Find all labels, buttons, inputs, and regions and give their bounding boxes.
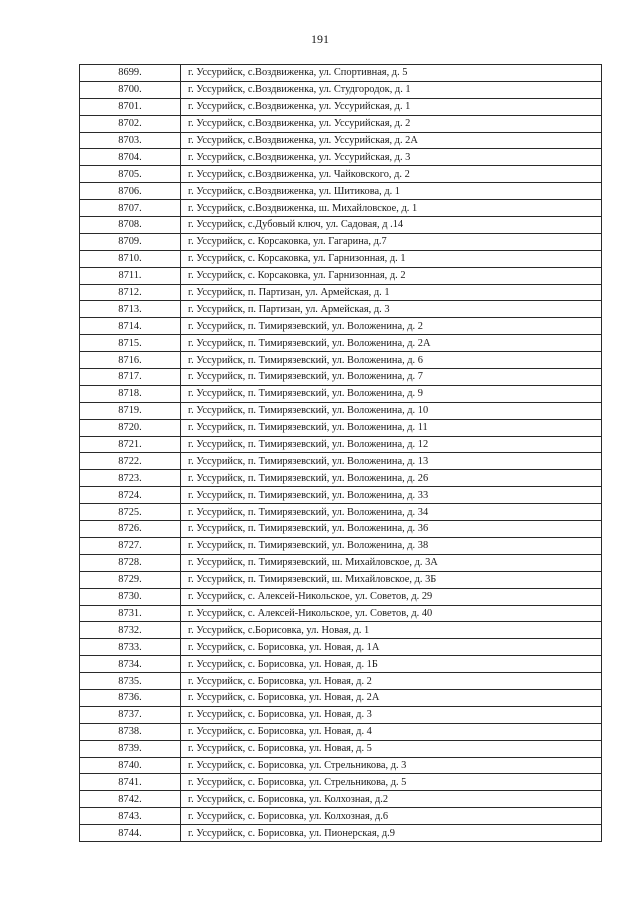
row-address: г. Уссурийск, с.Воздвиженка, ул. Чайковского, д. 2 bbox=[181, 166, 602, 183]
row-address: г. Уссурийск, с. Борисовка, ул. Пионерская, д.9 bbox=[181, 825, 602, 842]
row-number: 8734. bbox=[80, 656, 181, 673]
row-address: г. Уссурийск, с. Борисовка, ул. Новая, д. 5 bbox=[181, 740, 602, 757]
row-address: г. Уссурийск, с.Воздвиженка, ул. Шитикова, д. 1 bbox=[181, 183, 602, 200]
address-table bbox=[79, 64, 602, 842]
row-address: г. Уссурийск, с. Борисовка, ул. Стрельникова, д. 3 bbox=[181, 757, 602, 774]
table-row bbox=[80, 369, 602, 386]
row-address: г. Уссурийск, с.Воздвиженка, ш. Михайловское, д. 1 bbox=[181, 200, 602, 217]
row-number: 8711. bbox=[80, 267, 181, 284]
table-row bbox=[80, 605, 602, 622]
row-address: г. Уссурийск, с. Борисовка, ул. Новая, д. 1А bbox=[181, 639, 602, 656]
table-row bbox=[80, 301, 602, 318]
row-address: г. Уссурийск, п. Тимирязевский, ул. Воложенина, д. 6 bbox=[181, 352, 602, 369]
table-row bbox=[80, 81, 602, 98]
row-address: г. Уссурийск, с.Воздвиженка, ул. Спортивная, д. 5 bbox=[181, 65, 602, 82]
row-number: 8742. bbox=[80, 791, 181, 808]
row-address: г. Уссурийск, п. Тимирязевский, ул. Воложенина, д. 2А bbox=[181, 335, 602, 352]
row-number: 8701. bbox=[80, 98, 181, 115]
address-table-body bbox=[80, 65, 602, 842]
row-number: 8713. bbox=[80, 301, 181, 318]
table-row bbox=[80, 284, 602, 301]
row-address: г. Уссурийск, п. Тимирязевский, ул. Воложенина, д. 10 bbox=[181, 402, 602, 419]
row-address: г. Уссурийск, с.Дубовый ключ, ул. Садовая, д .14 bbox=[181, 217, 602, 234]
table-row bbox=[80, 132, 602, 149]
row-number: 8738. bbox=[80, 723, 181, 740]
row-address: г. Уссурийск, п. Тимирязевский, ул. Воложенина, д. 26 bbox=[181, 470, 602, 487]
table-row bbox=[80, 622, 602, 639]
row-address: г. Уссурийск, п. Тимирязевский, ул. Воложенина, д. 2 bbox=[181, 318, 602, 335]
table-row bbox=[80, 453, 602, 470]
table-row bbox=[80, 706, 602, 723]
row-number: 8731. bbox=[80, 605, 181, 622]
page-number: 191 bbox=[311, 32, 329, 46]
row-address: г. Уссурийск, с. Корсаковка, ул. Гарнизонная, д. 1 bbox=[181, 250, 602, 267]
row-number: 8728. bbox=[80, 554, 181, 571]
row-number: 8712. bbox=[80, 284, 181, 301]
row-number: 8736. bbox=[80, 689, 181, 706]
table-row bbox=[80, 487, 602, 504]
table-row bbox=[80, 656, 602, 673]
table-row bbox=[80, 537, 602, 554]
row-address: г. Уссурийск, п. Тимирязевский, ул. Воложенина, д. 7 bbox=[181, 369, 602, 386]
table-row bbox=[80, 588, 602, 605]
row-number: 8719. bbox=[80, 402, 181, 419]
row-number: 8722. bbox=[80, 453, 181, 470]
row-address: г. Уссурийск, с. Алексей-Никольское, ул. Советов, д. 40 bbox=[181, 605, 602, 622]
table-row bbox=[80, 436, 602, 453]
row-number: 8715. bbox=[80, 335, 181, 352]
row-address: г. Уссурийск, с. Алексей-Никольское, ул. Советов, д. 29 bbox=[181, 588, 602, 605]
row-number: 8725. bbox=[80, 504, 181, 521]
row-address: г. Уссурийск, п. Тимирязевский, ул. Воложенина, д. 12 bbox=[181, 436, 602, 453]
table-row bbox=[80, 352, 602, 369]
row-address: г. Уссурийск, с. Борисовка, ул. Новая, д. 3 bbox=[181, 706, 602, 723]
table-row bbox=[80, 200, 602, 217]
row-address: г. Уссурийск, с.Воздвиженка, ул. Уссурийская, д. 3 bbox=[181, 149, 602, 166]
table-row bbox=[80, 757, 602, 774]
row-number: 8737. bbox=[80, 706, 181, 723]
row-number: 8720. bbox=[80, 419, 181, 436]
row-number: 8730. bbox=[80, 588, 181, 605]
row-number: 8723. bbox=[80, 470, 181, 487]
row-number: 8707. bbox=[80, 200, 181, 217]
row-number: 8704. bbox=[80, 149, 181, 166]
row-address: г. Уссурийск, с. Борисовка, ул. Стрельникова, д. 5 bbox=[181, 774, 602, 791]
table-row bbox=[80, 98, 602, 115]
table-row bbox=[80, 791, 602, 808]
row-address: г. Уссурийск, с.Воздвиженка, ул. Студгородок, д. 1 bbox=[181, 81, 602, 98]
table-row bbox=[80, 385, 602, 402]
row-number: 8740. bbox=[80, 757, 181, 774]
row-number: 8718. bbox=[80, 385, 181, 402]
row-address: г. Уссурийск, с.Воздвиженка, ул. Уссурийская, д. 2 bbox=[181, 115, 602, 132]
row-number: 8714. bbox=[80, 318, 181, 335]
table-row bbox=[80, 554, 602, 571]
table-row bbox=[80, 723, 602, 740]
table-row bbox=[80, 166, 602, 183]
row-address: г. Уссурийск, п. Тимирязевский, ул. Воложенина, д. 11 bbox=[181, 419, 602, 436]
row-number: 8717. bbox=[80, 369, 181, 386]
table-row bbox=[80, 774, 602, 791]
row-address: г. Уссурийск, п. Партизан, ул. Армейская, д. 3 bbox=[181, 301, 602, 318]
table-row bbox=[80, 825, 602, 842]
table-row bbox=[80, 250, 602, 267]
row-number: 8721. bbox=[80, 436, 181, 453]
table-row bbox=[80, 318, 602, 335]
table-row bbox=[80, 470, 602, 487]
table-row bbox=[80, 115, 602, 132]
row-address: г. Уссурийск, с. Борисовка, ул. Колхозная, д.2 bbox=[181, 791, 602, 808]
row-address: г. Уссурийск, с.Воздвиженка, ул. Уссурийская, д. 1 bbox=[181, 98, 602, 115]
row-address: г. Уссурийск, п. Тимирязевский, ш. Михайловское, д. 3Б bbox=[181, 571, 602, 588]
row-number: 8708. bbox=[80, 217, 181, 234]
row-number: 8706. bbox=[80, 183, 181, 200]
row-number: 8703. bbox=[80, 132, 181, 149]
table-row bbox=[80, 183, 602, 200]
row-address: г. Уссурийск, с. Борисовка, ул. Новая, д. 4 bbox=[181, 723, 602, 740]
row-number: 8705. bbox=[80, 166, 181, 183]
row-address: г. Уссурийск, п. Тимирязевский, ул. Воложенина, д. 36 bbox=[181, 521, 602, 538]
row-address: г. Уссурийск, п. Партизан, ул. Армейская, д. 1 bbox=[181, 284, 602, 301]
row-address: г. Уссурийск, п. Тимирязевский, ш. Михайловское, д. 3А bbox=[181, 554, 602, 571]
row-number: 8699. bbox=[80, 65, 181, 82]
table-row bbox=[80, 740, 602, 757]
table-row bbox=[80, 571, 602, 588]
row-number: 8741. bbox=[80, 774, 181, 791]
row-address: г. Уссурийск, п. Тимирязевский, ул. Воложенина, д. 38 bbox=[181, 537, 602, 554]
table-row bbox=[80, 402, 602, 419]
table-row bbox=[80, 65, 602, 82]
row-number: 8735. bbox=[80, 673, 181, 690]
row-number: 8710. bbox=[80, 250, 181, 267]
row-number: 8700. bbox=[80, 81, 181, 98]
row-address: г. Уссурийск, п. Тимирязевский, ул. Воложенина, д. 13 bbox=[181, 453, 602, 470]
table-row bbox=[80, 217, 602, 234]
row-number: 8739. bbox=[80, 740, 181, 757]
row-number: 8743. bbox=[80, 808, 181, 825]
table-row bbox=[80, 639, 602, 656]
row-address: г. Уссурийск, с.Воздвиженка, ул. Уссурийская, д. 2А bbox=[181, 132, 602, 149]
row-address: г. Уссурийск, п. Тимирязевский, ул. Воложенина, д. 34 bbox=[181, 504, 602, 521]
row-number: 8709. bbox=[80, 233, 181, 250]
row-address: г. Уссурийск, с. Корсаковка, ул. Гарнизонная, д. 2 bbox=[181, 267, 602, 284]
table-row bbox=[80, 689, 602, 706]
row-address: г. Уссурийск, с.Борисовка, ул. Новая, д. 1 bbox=[181, 622, 602, 639]
table-row bbox=[80, 521, 602, 538]
row-number: 8702. bbox=[80, 115, 181, 132]
row-address: г. Уссурийск, с. Борисовка, ул. Новая, д. 1Б bbox=[181, 656, 602, 673]
table-row bbox=[80, 335, 602, 352]
row-address: г. Уссурийск, п. Тимирязевский, ул. Воложенина, д. 9 bbox=[181, 385, 602, 402]
row-number: 8729. bbox=[80, 571, 181, 588]
row-number: 8724. bbox=[80, 487, 181, 504]
row-address: г. Уссурийск, с. Борисовка, ул. Новая, д. 2А bbox=[181, 689, 602, 706]
row-address: г. Уссурийск, п. Тимирязевский, ул. Воложенина, д. 33 bbox=[181, 487, 602, 504]
table-row bbox=[80, 267, 602, 284]
table-row bbox=[80, 233, 602, 250]
row-address: г. Уссурийск, с. Борисовка, ул. Новая, д. 2 bbox=[181, 673, 602, 690]
table-row bbox=[80, 419, 602, 436]
row-number: 8733. bbox=[80, 639, 181, 656]
row-number: 8732. bbox=[80, 622, 181, 639]
row-number: 8744. bbox=[80, 825, 181, 842]
row-number: 8716. bbox=[80, 352, 181, 369]
row-address: г. Уссурийск, с. Борисовка, ул. Колхозная, д.6 bbox=[181, 808, 602, 825]
row-number: 8727. bbox=[80, 537, 181, 554]
table-row bbox=[80, 673, 602, 690]
row-address: г. Уссурийск, с. Корсаковка, ул. Гагарина, д.7 bbox=[181, 233, 602, 250]
table-row bbox=[80, 149, 602, 166]
table-row bbox=[80, 808, 602, 825]
row-number: 8726. bbox=[80, 521, 181, 538]
table-row bbox=[80, 504, 602, 521]
